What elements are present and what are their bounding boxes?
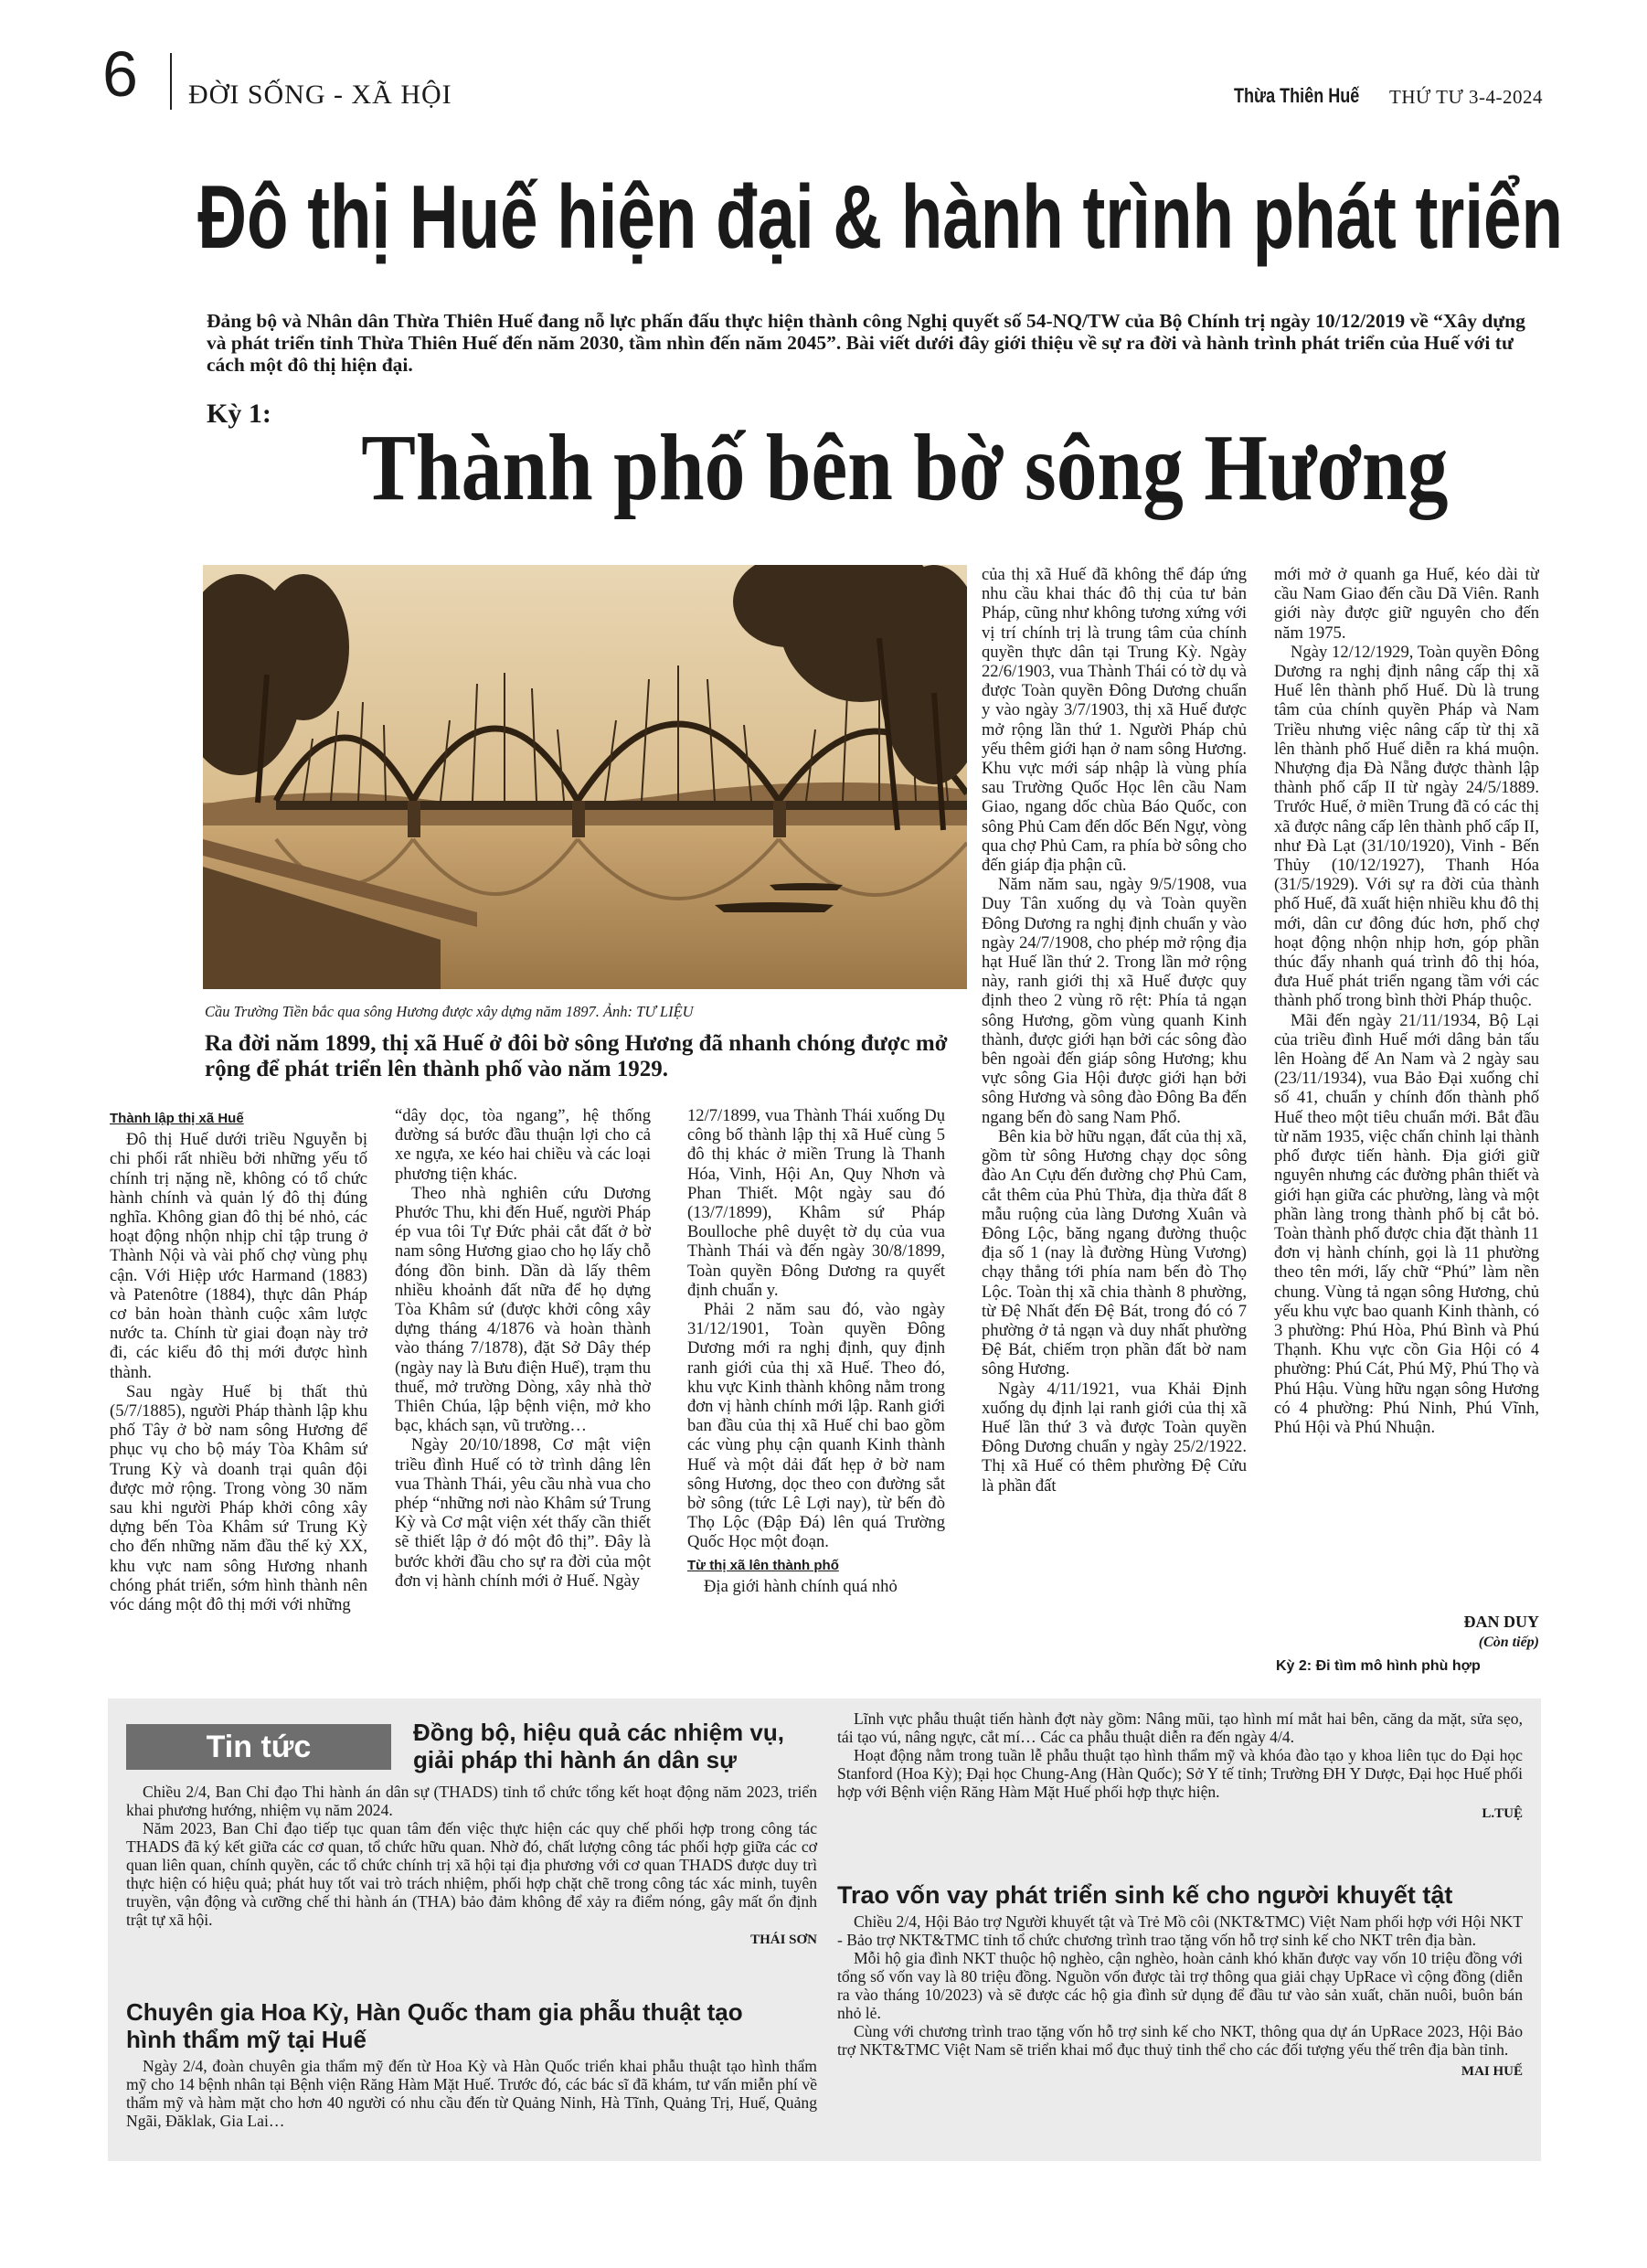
next-episode: Kỳ 2: Đi tìm mô hình phù hợp [1276,1658,1481,1674]
news-item-3-title: Trao vốn vay phát triển sinh kế cho người khuyết tật [837,1881,1453,1909]
paragraph: “dây dọc, tòa ngang”, hệ thống đường sá bước đầu thuận lợi cho cả xe ngựa, xe kéo hai chiều và các loại phương tiện khác. [395,1106,651,1184]
paragraph: Năm 2023, Ban Chỉ đạo tiếp tục quan tâm đến việc thực hiện các quy chế phối hợp trong công tác THADS đã ký kết giữa các cơ quan, tổ chức hữu quan. Nhờ đó, chất lượng công tác phối hợp giữa các cơ quan liên quan, chính quyền, các tổ chức chính trị xã hội tại địa phương với cơ quan THADS được duy trì thực hiện có hiệu quả; phát huy tốt vai trò trách nhiệm, phối hợp chặt chẽ trong công tác xác minh, tuyên truyền, vận động và cưỡng chế thi hành án (THA) bảo đảm không để xảy ra điểm nóng, gây mất ổn định trật tự xã hội. [126,1819,817,1929]
paragraph: Ngày 4/11/1921, vua Khải Định xuống dụ định lại ranh giới của thị xã Huế lần thứ 3 và được Toàn quyền Đông Dương chuẩn y ngày 25/2/1922. Thị xã Huế có thêm phường Đệ Cửu là phần đất [982,1379,1247,1496]
paragraph: Chiều 2/4, Hội Bảo trợ Người khuyết tật và Trẻ Mồ côi (NKT&TMC) Việt Nam phối hợp với Hội NKT - Bảo trợ NKT&TMC tỉnh tổ chức chương trình trao tặng vốn hỗ trợ sinh kế cho NKT trên địa bàn. [837,1912,1523,1949]
paragraph: Ngày 12/12/1929, Toàn quyền Đông Dương ra nghị định nâng cấp thị xã Huế lên thành phố Huế. Dù là trung tâm của chính quyền Pháp và Nam Triều nhưng việc nâng cấp từ thị xã lên thành phố Huế diễn ra khá muộn. Nhượng địa Đà Nẵng được thành lập thành phố cấp II từ ngày 24/5/1889. Trước Huế, ở miền Trung đã có các thị xã được nâng cấp lên thành phố cấp II, như Đà Lạt (31/10/1920), Vinh - Bến Thủy (10/12/1927), Thanh Hóa (31/5/1929). Với sự ra đời của thành phố Huế, đã xuất hiện nhiều khu đô thị mới, dân cư đông đúc hơn, phố chợ hoạt động nhộn nhịp hơn, góp phần thúc đẩy nhanh quá trình đô thị hóa, đưa Huế phát triển ngang tầm với các thành phố trong bình thời Pháp thuộc. [1274,642,1539,1011]
paragraph: Mãi đến ngày 21/11/1934, Bộ Lại của triều đình Huế mới dâng bản tấu lên Hoàng đế An Nam và 2 ngày sau (23/11/1934), vua Bảo Đại xuống chỉ số 41, chuẩn y chính đốn thành phố Huế theo một tiêu chuẩn mới. Bắt đầu từ năm 1935, việc chấn chỉnh lại thành phố được tiến hành. Địa giới giữ nguyên nhưng các đường phân thiết và giới hạn giữa các phường, làng và một phần làng trong thành phố bị cắt bỏ. Toàn thành phố được chia đặt thành 11 đơn vị hành chính, gọi là 11 phường theo tên mới, lấy chữ “Phú” làm nền chung. Vùng tả ngạn sông Hương, chủ yếu khu vực bao quanh Kinh thành, có 3 phường: Phú Hòa, Phú Bình và Phú Thạnh. Khu vực cồn Gia Hội có 4 phường: Phú Cát, Phú Mỹ, Phú Thọ và Phú Hậu. Vùng hữu ngạn sông Hương có 4 phường: Phú Ninh, Phú Vĩnh, Phú Hội và Phú Nhuận. [1274,1010,1539,1437]
page-number: 6 [102,38,138,110]
episode-label: Kỳ 1: [207,399,271,429]
news-item-2-author: L.TUỆ [1482,1806,1523,1821]
photo-caption: Cầu Trường Tiền bắc qua sông Hương được xây dựng năm 1897. Ảnh: TƯ LIỆU [205,1003,694,1020]
main-title: Đô thị Huế hiện đại & hành trình phát triển [197,166,1563,267]
news-item-2-body [126,2057,817,2130]
news-label [126,1724,391,1770]
paragraph: của thị xã Huế đã không thể đáp ứng nhu cầu khai thác đô thị của tư bản Pháp, cũng như không tương xứng với vị trí chính trị là trung tâm của chính quyền thực dân tại Trung Kỳ. Ngày 22/6/1903, vua Thành Thái có tờ dụ và được Toàn quyền Đông Dương chuẩn y vào ngày 3/7/1903, thị xã Huế được mở rộng lần thứ 1. Người Pháp chủ yếu thêm giới hạn ở nam sông Hương. Khu vực mới sáp nhập là vùng phía sau Trường Quốc Học lên cầu Nam Giao, ngang dốc chùa Báo Quốc, con sông Phủ Cam đến dốc Bến Ngự, vòng qua chợ Phủ Cam, ra phía bờ sông cho đến giáp địa phận cũ. [982,565,1247,876]
paragraph: Phải 2 năm sau đó, vào ngày 31/12/1901, Toàn quyền Đông Dương mới ra nghị định, quy định ranh giới của thị xã Huế. Theo đó, khu vực Kinh thành không nằm trong đơn vị hành chính mới lập. Ranh giới ban đầu của thị xã Huế chỉ bao gồm các vùng phụ cận quanh Kinh thành Huế và một dải đất hẹp ở bờ nam sông Hương, dọc theo con đường sắt bờ sông (tức Lê Lợi nay), từ bến đò Thọ Lộc (Đập Đá) lên quá Trường Quốc Học một đoạn. [687,1300,945,1552]
news-item-2-title: Chuyên gia Hoa Kỳ, Hàn Quốc tham gia phẫu thuật tạo hình thẩm mỹ tại Huế [126,1998,743,2053]
section-name: ĐỜI SỐNG - XÃ HỘI [188,80,452,110]
article-title: Thành phố bên bờ sông Hương [361,415,1449,520]
header-divider [170,53,172,110]
truong-tien-bridge-illustration [203,565,967,989]
news-item-1-author: THÁI SƠN [750,1933,817,1947]
paragraph: Ngày 2/4, đoàn chuyên gia thẩm mỹ đến từ Hoa Kỳ và Hàn Quốc triển khai phẫu thuật tạo hình thẩm mỹ cho 14 bệnh nhân tại Bệnh viện Răng Hàm Mặt Huế. Trước đó, các bác sĩ đã khám, tư vấn miễn phí về thẩm mỹ và hàm mặt cho hơn 40 người có nhu cầu đến từ Quảng Ninh, Hà Tĩnh, Quảng Trị, Huế, Quảng Ngãi, Đăklak, Gia Lai… [126,2057,817,2130]
subheading-to-city: Từ thị xã lên thành phố [687,1557,839,1573]
paragraph: Mỗi hộ gia đình NKT thuộc hộ nghèo, cận nghèo, hoàn cảnh khó khăn được vay vốn 10 triệu đồng với tổng số vốn vay là 80 triệu đồng. Nguồn vốn được tài trợ thông qua giải chạy UpRace vì cộng đồng (diễn ra vào tháng 10/2023) và sẽ được các hộ gia đình sử dụng để đầu tư vào sản xuất, chăn nuôi, buôn bán nhỏ lẻ. [837,1949,1523,2022]
article-column-2 [395,1106,651,1678]
continued-note: (Còn tiếp) [1478,1634,1539,1650]
paragraph: Chiều 2/4, Ban Chỉ đạo Thi hành án dân sự (THADS) tỉnh tổ chức tổng kết hoạt động năm 2023, triển khai phương hướng, nhiệm vụ năm 2024. [126,1783,817,1819]
article-column-5 [1274,565,1539,1607]
news-item-2-continued [837,1709,1523,1823]
article-column-3 [687,1106,945,1678]
intro-text: Đảng bộ và Nhân dân Thừa Thiên Huế đang nỗ lực phấn đấu thực hiện thành công Nghị quyết số 54-NQ/TW của Bộ Chính trị ngày 10/12/2019 về “Xây dựng và phát triển tỉnh Thừa Thiên Huế đến năm 2030, tầm nhìn đến năm 2045”. Bài viết dưới đây giới thiệu về sự ra đời và hành trình phát triển của Huế với tư cách một đô thị hiện đại. [207,310,1525,376]
paragraph: Đô thị Huế dưới triều Nguyễn bị chi phối rất nhiều bởi những yếu tố chính trị nặng nề, không có tổ chức hành chính và quản lý đô thị đúng nghĩa. Không gian đô thị bé nhỏ, các hoạt động nhộn nhịp chỉ tập trung ở Thành Nội và vài phố chợ vùng phụ cận. Với Hiệp ước Harmand (1883) và Patenôtre (1884), thực dân Pháp cơ bản hoàn thành cuộc xâm lược nước ta. Chính từ giai đoạn này trở đi, các kiểu đô thị mới được hình thành. [110,1130,367,1382]
paragraph: mới mở ở quanh ga Huế, kéo dài từ cầu Nam Giao đến cầu Dã Viên. Ranh giới này được giữ nguyên cho đến năm 1975. [1274,565,1539,643]
bridge-photo [203,565,967,989]
article-author: ĐAN DUY [1463,1613,1539,1631]
paragraph: Lĩnh vực phẫu thuật tiến hành đợt này gồm: Nâng mũi, tạo hình mí mắt hai bên, căng da mặt, sửa sẹo, tái tạo vú, nâng ngực, cắt mí… Các ca phẫu thuật diễn ra đến ngày 4/4. [837,1709,1523,1746]
paragraph: Hoạt động nằm trong tuần lễ phẫu thuật tạo hình thẩm mỹ và khóa đào tạo y khoa liên tục do Đại học Stanford (Hoa Kỳ); Đại học Chung-Ang (Hàn Quốc); Sở Y tế tỉnh; Trường ĐH Y Dược, Đại học Huế phối hợp với Bệnh viện Răng Hàm Mặt Huế phối hợp thực hiện. [837,1746,1523,1801]
paragraph: Bên kia bờ hữu ngạn, đất của thị xã, gồm từ sông Hương chạy dọc sông đào An Cựu đến đường chợ Phủ Cam, cắt thêm của Phủ Thừa, địa thừa đất 8 mẫu ruộng của làng Dương Xuân và Đông Lộc, băng ngang đường thuộc địa số 1 (nay là đường Hùng Vương) chạy thẳng tới phía nam bến đò Thọ Lộc. Toàn thị xã chia thành 8 phường, từ Đệ Nhất đến Đệ Bát, trong đó có 7 phường ở tả ngạn và duy nhất phường Đệ Bát, chiếm trọn phần đất bờ nam sông Hương. [982,1126,1247,1379]
paragraph: Ngày 20/10/1898, Cơ mật viện triều đình Huế có tờ trình dâng lên vua Thành Thái, yêu cầu nhà vua cho phép “những nơi nào Khâm sứ Trung Kỳ và Cơ mật viện xét thấy cần thiết sẽ thiết lập ở đó một đô thị”. Đây là bước khởi đầu cho sự ra đời của một đơn vị hành chính mới ở Huế. Ngày [395,1435,651,1591]
news-item-1-body [126,1783,817,1949]
paper-name: Thừa Thiên Huế [1234,84,1360,107]
issue-date: THỨ TƯ 3-4-2024 [1389,86,1544,108]
paragraph: Theo nhà nghiên cứu Dương Phước Thu, khi đến Huế, người Pháp ép vua tôi Tự Đức phải cắt đất ở bờ nam sông Hương giao cho họ lấy chỗ đóng đồn binh. Dần dà lấy thêm nhiều khoảnh đất nữa để họ dựng Tòa Khâm sứ (được khởi công xây dựng tháng 4/1876 và hoàn thành vào tháng 7/1878), đặt Sở Dây thép (ngày nay là Bưu điện Huế), trạm thu thuế, mở trường Dòng, xây nhà thờ Thiên Chúa, lập bệnh viện, mở kho bạc, khách sạn, vũ trường… [395,1183,651,1436]
paragraph: Năm năm sau, ngày 9/5/1908, vua Duy Tân xuống dụ và Toàn quyền Đông Dương ra nghị định chuẩn y vào ngày 24/7/1908, cho phép mở rộng địa hạt Huế lần thứ 2. Trong lần mở rộng này, ranh giới thị xã Huế được quy định theo 2 vùng rõ rệt: Phía tả ngạn sông Hương, gồm vùng quanh Kinh thành, được giới hạn bởi các sông đào bên ngoài đến giáp sông Hương; khu vực sông Gia Hội được giới hạn bởi sông Hương và sông đào Đông Ba đến ngang bến đò sang Nam Phổ. [982,875,1247,1127]
news-item-1-title: Đồng bộ, hiệu quả các nhiệm vụ, giải pháp thi hành án dân sự [413,1719,784,1773]
article-column-1 [110,1109,367,1676]
subheading-founding: Thành lập thị xã Huế [110,1111,244,1126]
paragraph: Cùng với chương trình trao tặng vốn hỗ trợ sinh kế cho NKT, thông qua dự án UpRace 2023, Hội Bảo trợ NKT&TMC Việt Nam sẽ triển khai mổ đục thuỷ tinh thể cho các đối tượng yếu thế trên địa bàn tỉnh. [837,2022,1523,2059]
paragraph: 12/7/1899, vua Thành Thái xuống Dụ công bố thành lập thị xã Huế cùng 5 đô thị khác ở miền Trung là Thanh Hóa, Vinh, Hội An, Quy Nhơn và Phan Thiết. Một ngày sau đó (13/7/1899), Khâm sứ Pháp Boulloche phê duyệt tờ dụ của vua Thành Thái và đến ngày 30/8/1899, Toàn quyền Đông Dương ra quyết định chuẩn y. [687,1106,945,1300]
paragraph: Sau ngày Huế bị thất thủ (5/7/1885), người Pháp thành lập khu phố Tây ở bờ nam sông Hương để phục vụ cho bộ máy Tòa Khâm sứ Trung Kỳ và doanh trại quân đội được mở rộng. Trong vòng 30 năm sau khi người Pháp khởi công xây dựng bến Tòa Khâm sứ Trung Kỳ cho đến những năm đầu thế kỷ XX, khu vực nam sông Hương nhanh chóng phát triển, sớm hình thành nên vóc dáng một đô thị mới với những [110,1381,367,1615]
news-item-3-body [837,1912,1523,2081]
news-label-text: Tin tức [206,1730,312,1764]
article-column-4 [982,565,1247,1678]
news-item-3-author: MAI HUẾ [1461,2064,1523,2079]
paragraph: Địa giới hành chính quá nhỏ [704,1576,898,1596]
lead-paragraph: Ra đời năm 1899, thị xã Huế ở đôi bờ sông Hương đã nhanh chóng được mở rộng để phát triển lên thành phố vào năm 1929. [205,1031,948,1081]
